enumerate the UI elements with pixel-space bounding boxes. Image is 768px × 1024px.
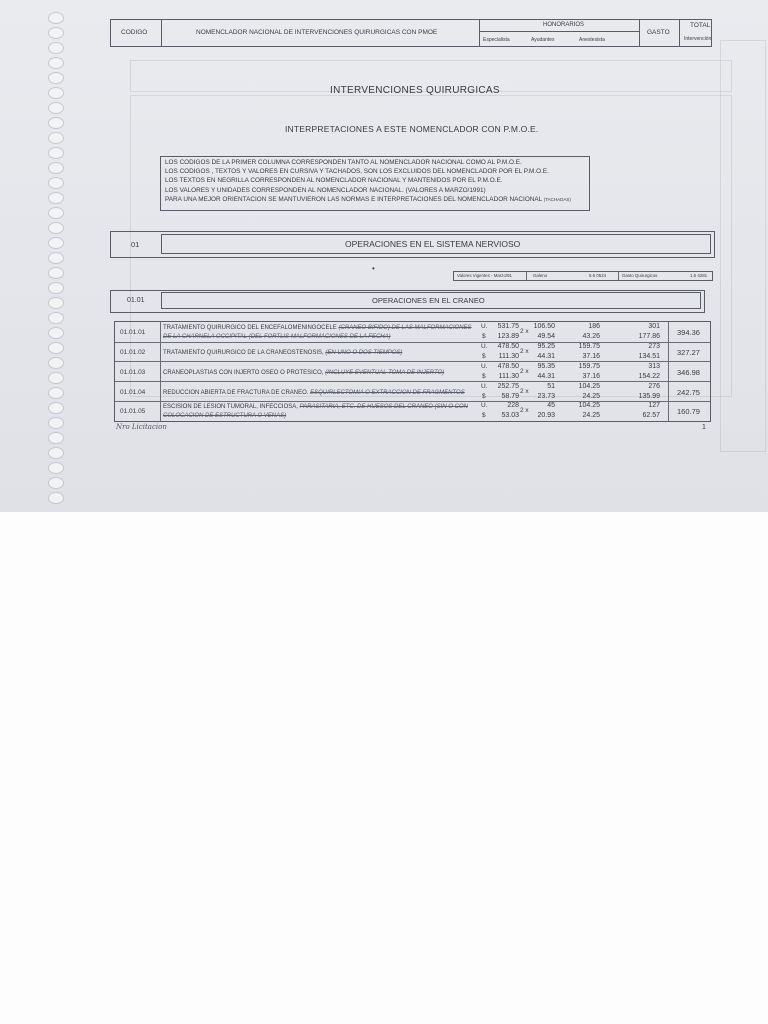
section-code: 01 — [131, 240, 140, 249]
section-title-box — [161, 234, 711, 254]
binding-hole — [48, 42, 64, 54]
header-total: TOTAL — [690, 22, 711, 29]
row-description: CRANEOPLASTIAS CON INJERTO OSEO O PROTESICO, — [163, 370, 324, 376]
header-intervencion: Intervención — [684, 36, 712, 42]
header-table — [110, 19, 712, 47]
row-anestesista-units: 159.75 — [578, 363, 600, 370]
signature-note: Nro Licitacion — [116, 423, 167, 431]
row-especialista-units: 478.50 — [497, 343, 519, 350]
binding-hole — [48, 282, 64, 294]
header-divider — [679, 20, 680, 46]
row-gasto-units: 313 — [648, 363, 660, 370]
row-gasto-pesos: 135.99 — [638, 393, 660, 400]
notes-box — [160, 156, 590, 211]
section-row — [110, 231, 715, 258]
binding-hole — [48, 492, 64, 504]
values-label: Valores Vigentes - Marzo/91 — [457, 273, 512, 278]
interventions-table — [114, 321, 711, 422]
values-divider — [618, 272, 619, 280]
note-line: LOS CODIGOS DE LA PRIMER COLUMNA CORRESPONDEN TANTO AL NOMENCLADOR NACIONAL COMO AL P.M.O.E. — [165, 159, 522, 166]
table-row — [115, 342, 710, 362]
values-divider — [526, 272, 527, 280]
row-total: 346.98 — [677, 368, 700, 377]
row-anestesista-units: 186 — [588, 323, 600, 330]
header-divider — [639, 20, 640, 46]
row-anestesista-pesos: 43.26 — [582, 333, 600, 340]
row-gasto-pesos: 134.51 — [638, 353, 660, 360]
binding-hole — [48, 372, 64, 384]
binding-hole — [48, 327, 64, 339]
subsection-title-box — [161, 292, 701, 309]
values-gasto: Gasto Quirurgicos — [622, 273, 658, 278]
row-code: 01.01.04 — [120, 389, 146, 396]
page-number: 1 — [702, 424, 706, 431]
row-ayudantes-pesos: 20.93 — [537, 412, 555, 419]
note-line: LOS VALORES Y UNIDADES CORRESPONDEN AL NOMENCLADOR NACIONAL. (VALORES A MARZO/1991) — [165, 186, 486, 194]
row-ayudantes-pesos: 49.54 — [537, 333, 555, 340]
binding-hole — [48, 27, 64, 39]
row-units-label: U. — [481, 363, 488, 370]
row-code: 01.01.05 — [120, 408, 146, 415]
row-anestesista-pesos: 37.16 — [582, 373, 600, 380]
row-gasto-pesos: 154.22 — [638, 373, 660, 380]
main-title: INTERVENCIONES QUIRURGICAS — [330, 85, 500, 96]
row-units-label: U. — [481, 343, 488, 350]
binding-hole — [48, 72, 64, 84]
row-multiplier: 2 x — [520, 328, 529, 335]
row-especialista-pesos: 123.89 — [497, 333, 519, 340]
binding-hole — [48, 207, 64, 219]
binding-hole — [48, 132, 64, 144]
table-row — [115, 362, 710, 382]
binding-hole — [48, 312, 64, 324]
binding-hole — [48, 252, 64, 264]
binding-hole — [48, 402, 64, 414]
row-units-label: U. — [481, 402, 488, 409]
row-ayudantes-units: 106.50 — [533, 323, 555, 330]
row-pesos-label: $ — [482, 333, 486, 340]
subsection-title: OPERACIONES EN EL CRANEO — [372, 296, 485, 305]
binding-hole — [48, 147, 64, 159]
spiral-binding — [0, 0, 70, 512]
binding-hole — [48, 162, 64, 174]
binding-hole — [48, 447, 64, 459]
row-especialista-pesos: 53.03 — [501, 412, 519, 419]
row-pesos-label: $ — [482, 353, 486, 360]
row-ayudantes-pesos: 23.73 — [537, 393, 555, 400]
row-description: ESCISION DE LESION TUMORAL, INFECCIOSA, — [163, 404, 298, 410]
note-line: (TACHADAS) — [543, 196, 571, 202]
binding-hole — [48, 12, 64, 24]
binding-hole — [48, 462, 64, 474]
row-multiplier: 2 x — [520, 368, 529, 375]
table-row — [115, 322, 710, 342]
row-pesos-label: $ — [482, 393, 486, 400]
binding-hole — [48, 297, 64, 309]
binding-hole — [48, 417, 64, 429]
row-especialista-units: 228 — [507, 402, 519, 409]
binding-hole — [48, 177, 64, 189]
bleed-through-frame — [720, 40, 766, 452]
section-title: OPERACIONES EN EL SISTEMA NERVIOSO — [345, 239, 521, 249]
row-ayudantes-pesos: 44.31 — [537, 353, 555, 360]
row-ayudantes-pesos: 44.31 — [537, 373, 555, 380]
table-row — [115, 402, 710, 421]
note-line: LOS CODIGOS , TEXTOS Y VALORES EN CURSIVA Y TACHADOS, SON LOS EXCLUIDOS DEL NOMENCLADOR POR EL P.M.O.E. — [165, 168, 549, 176]
binding-hole — [48, 387, 64, 399]
row-excluded-text: (EN UNO O DOS TIEMPOS) — [325, 350, 403, 356]
row-anestesista-pesos: 37.16 — [582, 353, 600, 360]
row-especialista-units: 531.75 — [497, 323, 519, 330]
row-total: 160.79 — [677, 407, 700, 416]
row-multiplier: 2 x — [520, 407, 529, 414]
binding-hole — [48, 87, 64, 99]
row-excluded-text: ESQUIRLECTOMIA O EXTRACCION DE FRAGMENTOS — [310, 390, 465, 396]
binding-hole — [48, 267, 64, 279]
dot-mark: • — [372, 264, 375, 273]
binding-hole — [48, 477, 64, 489]
row-description: TRATAMIENTO QUIRURGICO DEL ENCEFALOMENINGOCELE — [163, 325, 337, 331]
binding-hole — [48, 357, 64, 369]
binding-hole — [48, 192, 64, 204]
row-total: 242.75 — [677, 388, 700, 397]
binding-hole — [48, 222, 64, 234]
note-line: LOS TEXTOS EN NEGRILLA CORRESPONDEN AL NOMENCLADOR NACIONAL Y MANTENIDOS POR EL P.M.O.E. — [165, 177, 503, 185]
row-code: 01.01.02 — [120, 349, 146, 356]
row-ayudantes-units: 95.25 — [537, 343, 555, 350]
row-description: REDUCCION ABIERTA DE FRACTURA DE CRANEO. — [163, 390, 309, 396]
row-anestesista-units: 159.75 — [578, 343, 600, 350]
row-ayudantes-units: 51 — [547, 383, 555, 390]
values-galeno-value: 5.6 0524 — [589, 273, 607, 278]
values-gasto-value: 1.6 4281 — [690, 273, 708, 278]
values-galeno: Galeno — [533, 273, 548, 278]
binding-hole — [48, 432, 64, 444]
row-multiplier: 2 x — [520, 348, 529, 355]
binding-hole — [48, 102, 64, 114]
subtitle: INTERPRETACIONES A ESTE NOMENCLADOR CON P.M.O.E. — [285, 124, 539, 134]
row-anestesista-units: 104.25 — [578, 402, 600, 409]
row-especialista-pesos: 111.30 — [498, 373, 519, 380]
row-excluded-text: (INCLUYE EVENTUAL TOMA DE INJERTO) — [325, 370, 445, 376]
header-honorarios: HONORARIOS — [543, 22, 585, 28]
row-ayudantes-units: 95.35 — [537, 363, 555, 370]
values-bar — [453, 271, 713, 281]
row-total: 394.36 — [677, 328, 700, 337]
row-units-label: U. — [481, 323, 488, 330]
table-row — [115, 382, 710, 402]
binding-hole — [48, 342, 64, 354]
header-codigo: CODIGO — [121, 29, 148, 36]
header-divider — [479, 31, 639, 32]
row-gasto-units: 276 — [648, 383, 660, 390]
header-divider — [161, 20, 162, 46]
row-code: 01.01.01 — [120, 329, 146, 336]
header-title: NOMENCLADOR NACIONAL DE INTERVENCIONES QUIRURGICAS CON PMOE — [196, 29, 438, 36]
row-units-label: U. — [481, 383, 488, 390]
row-excluded-text: PARASITARIA, ETC. DE HUESOS DEL CRANEO (SIN O CON COLOCACION DE ESTRUCTURA O VENAS) — [163, 404, 468, 419]
row-gasto-units: 301 — [648, 323, 660, 330]
row-gasto-pesos: 177.86 — [638, 333, 660, 340]
row-multiplier: 2 x — [520, 388, 529, 395]
row-pesos-label: $ — [482, 373, 486, 380]
subsection-code: 01.01 — [127, 297, 145, 304]
binding-hole — [48, 57, 64, 69]
header-anestesista: Anestesista — [579, 37, 605, 43]
row-gasto-units: 127 — [648, 402, 660, 409]
row-pesos-label: $ — [482, 412, 486, 419]
row-description: TRATAMIENTO QUIRURGICO DE LA CRANEOSTENOSIS, — [163, 350, 324, 356]
row-anestesista-units: 104.25 — [578, 383, 600, 390]
header-ayudantes: Ayudantes — [531, 37, 555, 43]
header-especialista: Especialista — [483, 37, 510, 43]
binding-hole — [48, 117, 64, 129]
row-code: 01.01.03 — [120, 369, 146, 376]
row-anestesista-pesos: 24.25 — [582, 412, 600, 419]
header-gasto: GASTO — [647, 29, 670, 36]
row-gasto-units: 273 — [648, 343, 660, 350]
row-ayudantes-units: 45 — [547, 402, 555, 409]
row-especialista-pesos: 58.79 — [501, 393, 519, 400]
note-line: PARA UNA MEJOR ORIENTACION SE MANTUVIERON LAS NORMAS E INTERPRETACIONES DEL NOMENCLADOR NACIONAL — [165, 195, 542, 203]
binding-hole — [48, 237, 64, 249]
row-anestesista-pesos: 24.25 — [582, 393, 600, 400]
row-excluded-text: (CRANEO BIFIDO) DE LAS MALFORMACIONES DE LA CHARNELA OCCIPITAL (DEL FORTLIS MALFORMACIONES DE LA FECHA) — [163, 325, 472, 340]
row-especialista-pesos: 111.30 — [498, 353, 519, 360]
subsection-row — [110, 290, 705, 313]
row-total: 327.27 — [677, 348, 700, 357]
header-divider — [479, 20, 480, 46]
row-especialista-units: 252.75 — [497, 383, 519, 390]
row-especialista-units: 478.50 — [497, 363, 519, 370]
row-gasto-pesos: 62.57 — [642, 412, 660, 419]
